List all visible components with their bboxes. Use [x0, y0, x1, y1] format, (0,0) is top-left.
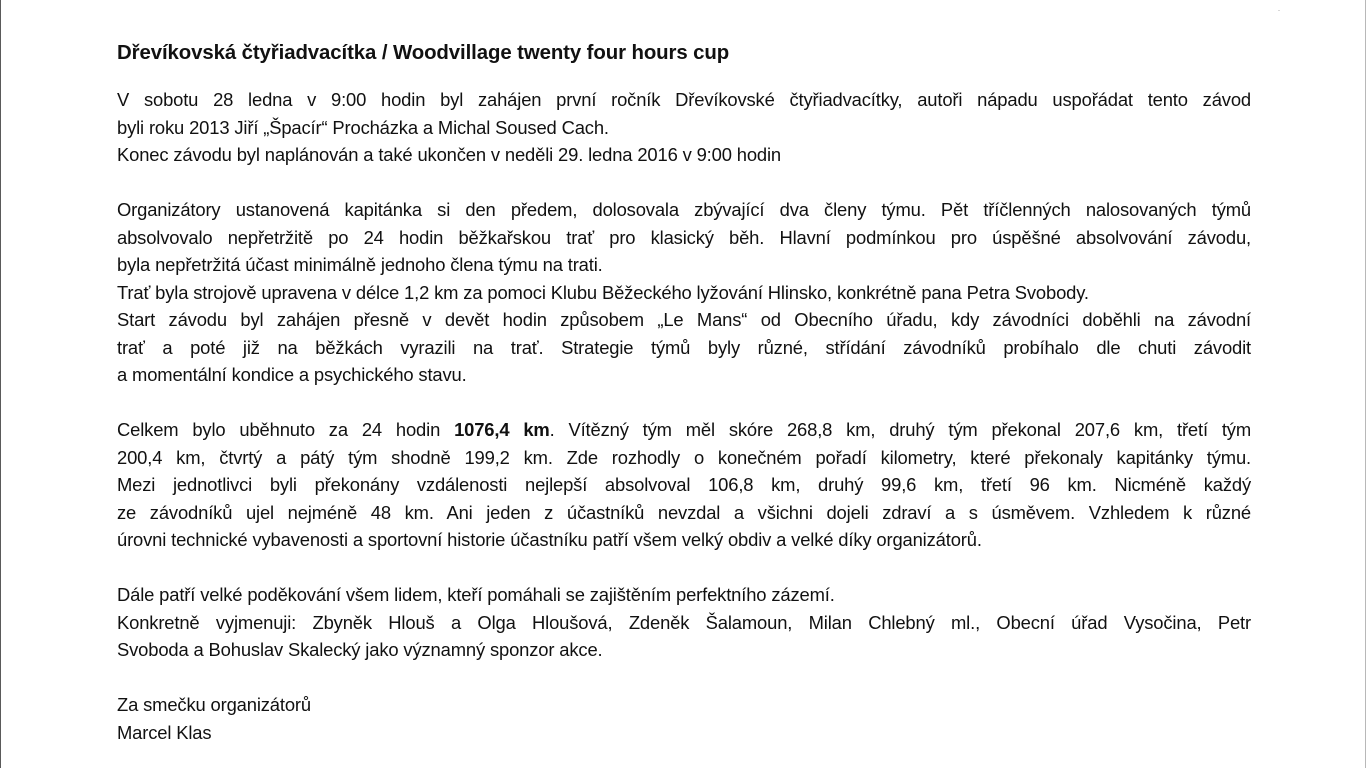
paragraph-line: V sobotu 28 ledna v 9:00 hodin byl zahájen první ročník Dřevíkovské čtyřiadvacítky, autoři nápadu uspořádat tento závod: [117, 89, 1251, 110]
paragraph-results: [117, 416, 1251, 554]
paragraph-line: ze závodníků ujel nejméně 48 km. Ani jeden z účastníků nevzdal a všichni dojeli zdraví a s úsměvem. Vzhledem k různé: [117, 501, 1251, 523]
paragraph-line: Konkretně vyjmenuji: Zbyněk Hlouš a Olga Hloušová, Zdeněk Šalamoun, Milan Chlebný ml., Obecní úřad Vysočina, Petr: [117, 611, 1251, 633]
paragraph-line: Organizátory ustanovená kapitánka si den předem, dolosovala zbývající dva členy týmu. Pět tříčlenných nalosovaných týmů: [117, 199, 1251, 220]
paragraph-line: Mezi jednotlivci byli překonány vzdálenosti nejlepší absolvoval 106,8 km, druhý 99,6 km, třetí 96 km. Nicméně každý: [117, 474, 1251, 495]
paragraph-line: Dále patří velké poděkování všem lidem, kteří pomáhali se zajištěním perfektního zázemí.: [117, 584, 835, 605]
signature-line: Za smečku organizátorů: [117, 694, 311, 715]
paragraph-line: 200,4 km, čtvrtý a pátý tým shodně 199,2 km. Zde rozhodly o konečném pořadí kilometry, které překonaly kapitánky týmu.: [117, 446, 1251, 468]
paragraph-intro: [117, 86, 1251, 169]
paragraph-line: trať a poté již na běžkách vyrazili na trať. Strategie týmů byly různé, střídání závodníků probíhalo dle chuti závodit: [117, 336, 1251, 358]
paragraph-line-results: [117, 416, 1251, 444]
paragraph-line: Konec závodu byl naplánován a také ukončen v neděli 29. ledna 2016 v 9:00 hodin: [117, 144, 782, 165]
paragraph-line: úrovni technické vybavenosti a sportovní historie účastníku patří všem velký obdiv a velké díky organizátorů.: [117, 529, 982, 550]
paragraph-line: byla nepřetržitá účast minimálně jednoho člena týmu na trati.: [117, 254, 603, 275]
results-text-before: Celkem bylo uběhnuto za 24 hodin: [117, 419, 455, 440]
paragraph-line: Trať byla strojově upravena v délce 1,2 km za pomoci Klubu Běžeckého lyžování Hlinsko, konkrétně pana Petra Svobody.: [117, 281, 1089, 303]
document-title: Dřevíkovská čtyřiadvacítka / Woodvillage twenty four hours cup: [117, 42, 730, 64]
page-edge-mark: [1278, 10, 1280, 11]
paragraph-thanks: [117, 581, 1251, 664]
document-body: [117, 40, 1251, 768]
paragraph-line: Start závodu byl zahájen přesně v devět hodin způsobem „Le Mans“ od Obecního úřadu, kdy závodníci doběhli na závodní: [117, 309, 1251, 330]
paragraph-line: absolvovalo nepřetržitě po 24 hodin běžkařskou trať pro klasický běh. Hlavní podmínkou pro úspěšné absolvování závodu,: [117, 226, 1251, 248]
total-distance: 1076,4 km: [454, 419, 550, 440]
paragraph-line: a momentální kondice a psychického stavu.: [117, 364, 467, 385]
results-text-after: . Vítězný tým měl skóre 268,8 km, druhý tým překonal 207,6 km, třetí tým: [549, 419, 1251, 440]
paragraph-organization: [117, 196, 1251, 389]
paragraph-line: Svoboda a Bohuslav Skalecký jako významný sponzor akce.: [117, 639, 603, 660]
paragraph-line: byli roku 2013 Jiří „Špacír“ Procházka a Michal Soused Cach.: [117, 116, 609, 138]
signature-block: [117, 691, 1251, 746]
signature-name: Marcel Klas: [117, 721, 212, 743]
